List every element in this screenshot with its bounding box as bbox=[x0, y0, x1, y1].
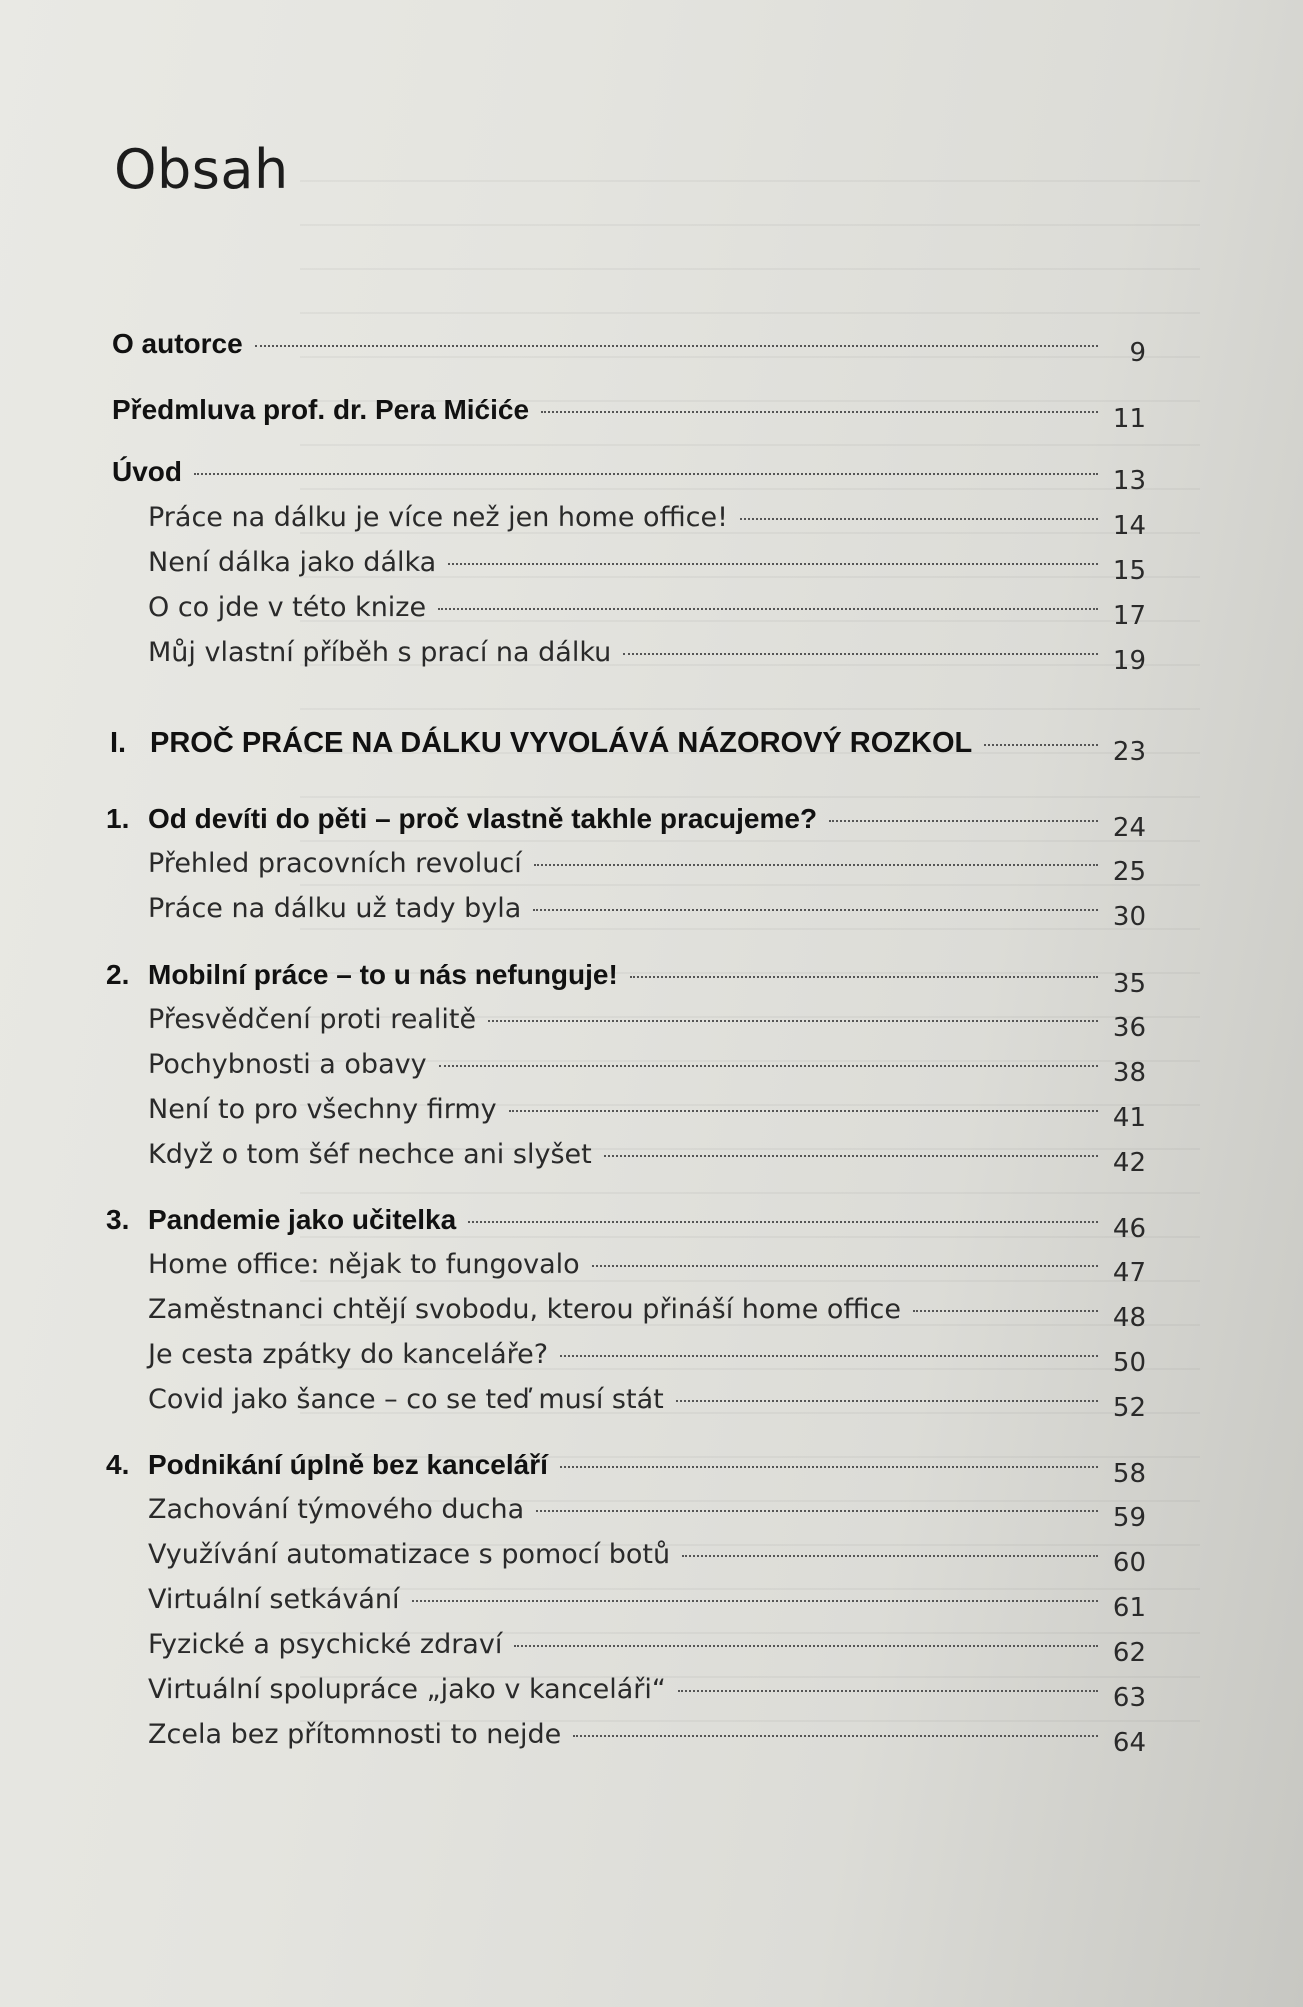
toc-entry-sub bbox=[148, 1668, 1146, 1712]
toc-entry-sub bbox=[148, 998, 1146, 1042]
toc-entry-sub bbox=[148, 586, 1146, 630]
toc-page-number: 15 bbox=[1112, 556, 1146, 586]
toc-page-number: 52 bbox=[1112, 1393, 1146, 1423]
toc-entry-sub bbox=[148, 1243, 1146, 1287]
dot-leader bbox=[255, 345, 1098, 347]
dot-leader bbox=[592, 1265, 1098, 1267]
toc-entry-sub bbox=[148, 541, 1146, 585]
toc-entry-chapter bbox=[106, 1198, 1146, 1242]
toc-page-number: 64 bbox=[1112, 1728, 1146, 1758]
dot-leader bbox=[678, 1690, 1098, 1692]
toc-entry-title: Covid jako šance – co se teď musí stát bbox=[148, 1384, 664, 1415]
toc-entry-title: Zcela bez přítomnosti to nejde bbox=[148, 1719, 562, 1750]
toc-page-number: 42 bbox=[1112, 1148, 1146, 1178]
toc-entry-title: Přehled pracovních revolucí bbox=[148, 848, 522, 879]
toc-entry-sub bbox=[148, 1333, 1146, 1377]
toc-entry-title: Od devíti do pěti – proč vlastně takhle pracujeme? bbox=[148, 803, 818, 834]
toc-entry-title: Zaměstnanci chtějí svobodu, kterou přináší home office bbox=[148, 1294, 901, 1325]
toc-page-number: 63 bbox=[1112, 1683, 1146, 1713]
toc-entry-title: Úvod bbox=[112, 456, 182, 487]
toc-entry-sub bbox=[148, 1713, 1146, 1757]
toc-page-number: 59 bbox=[1112, 1503, 1146, 1533]
toc-entry-sub bbox=[148, 1133, 1146, 1177]
toc-entry-title: Pochybnosti a obavy bbox=[148, 1049, 427, 1080]
toc-entry-sub bbox=[148, 1533, 1146, 1577]
toc-entry-sub bbox=[148, 496, 1146, 540]
toc-entry-sub bbox=[148, 1578, 1146, 1622]
dot-leader bbox=[536, 1510, 1098, 1512]
dot-leader bbox=[604, 1155, 1098, 1157]
toc-entry-number: 4. bbox=[106, 1449, 130, 1480]
dot-leader bbox=[560, 1355, 1098, 1357]
dot-leader bbox=[509, 1110, 1098, 1112]
toc-page-number: 46 bbox=[1112, 1214, 1146, 1244]
toc-entry-title: Zachování týmového ducha bbox=[148, 1494, 525, 1525]
toc-entry-title: Práce na dálku je více než jen home office! bbox=[148, 502, 728, 533]
toc-page-number: 38 bbox=[1112, 1058, 1146, 1088]
toc-entry-chapter bbox=[106, 1443, 1146, 1487]
toc-page-number: 35 bbox=[1112, 969, 1146, 999]
toc-entry-title: PROČ PRÁCE NA DÁLKU VYVOLÁVÁ NÁZOROVÝ ROZKOL bbox=[150, 727, 973, 759]
toc-entry-top bbox=[112, 322, 1146, 366]
dot-leader bbox=[439, 1065, 1098, 1067]
toc-page-number: 60 bbox=[1112, 1548, 1146, 1578]
toc-page-number: 13 bbox=[1112, 466, 1146, 496]
toc-entry-title: Práce na dálku už tady byla bbox=[148, 893, 522, 924]
toc-page-number: 48 bbox=[1112, 1303, 1146, 1333]
toc-page-number: 61 bbox=[1112, 1593, 1146, 1623]
dot-leader bbox=[514, 1645, 1098, 1647]
toc-entry-number: 3. bbox=[106, 1204, 130, 1235]
toc-entry-part bbox=[110, 721, 1146, 765]
page-title: Obsah bbox=[114, 138, 289, 201]
toc-entry-sub bbox=[148, 1043, 1146, 1087]
dot-leader bbox=[438, 608, 1098, 610]
toc-entry-number: I. bbox=[110, 727, 127, 759]
toc-entry-title: Virtuální setkávání bbox=[148, 1584, 400, 1615]
toc-entry-title: Využívání automatizace s pomocí botů bbox=[148, 1539, 671, 1570]
toc-page-number: 14 bbox=[1112, 511, 1146, 541]
toc-entry-sub bbox=[148, 631, 1146, 675]
toc-entry-title: Fyzické a psychické zdraví bbox=[148, 1629, 503, 1660]
toc-entry-title: O autorce bbox=[112, 328, 243, 359]
dot-leader bbox=[573, 1735, 1098, 1737]
toc-entry-sub bbox=[148, 842, 1146, 886]
dot-leader bbox=[468, 1221, 1098, 1223]
toc-entry-top bbox=[112, 450, 1146, 494]
toc-entry-title: Je cesta zpátky do kanceláře? bbox=[148, 1339, 549, 1370]
toc-entry-title: O co jde v této knize bbox=[148, 592, 427, 623]
toc-page-number: 36 bbox=[1112, 1013, 1146, 1043]
toc-page-number: 11 bbox=[1112, 404, 1146, 434]
toc-entry-top bbox=[112, 388, 1146, 432]
toc-page-number: 24 bbox=[1112, 813, 1146, 843]
toc-entry-title: Není dálka jako dálka bbox=[148, 547, 437, 578]
toc-page-number: 23 bbox=[1112, 737, 1146, 767]
toc-entry-title: Když o tom šéf nechce ani slyšet bbox=[148, 1139, 592, 1170]
toc-page-number: 30 bbox=[1112, 902, 1146, 932]
toc-page-number: 58 bbox=[1112, 1459, 1146, 1489]
toc-entry-title: Předmluva prof. dr. Pera Mićiće bbox=[112, 394, 530, 425]
toc-entry-title: Mobilní práce – to u nás nefunguje! bbox=[148, 959, 618, 990]
dot-leader bbox=[829, 820, 1098, 822]
toc-entry-title: Pandemie jako učitelka bbox=[148, 1204, 457, 1235]
toc-entry-sub bbox=[148, 1488, 1146, 1532]
toc-entry-title: Přesvědčení proti realitě bbox=[148, 1004, 477, 1035]
dot-leader bbox=[560, 1466, 1098, 1468]
dot-leader bbox=[740, 518, 1098, 520]
toc-page-number: 19 bbox=[1112, 646, 1146, 676]
toc-entry-sub bbox=[148, 1288, 1146, 1332]
dot-leader bbox=[412, 1600, 1098, 1602]
toc-entry-sub bbox=[148, 1623, 1146, 1667]
toc-entry-sub bbox=[148, 1378, 1146, 1422]
dot-leader bbox=[534, 864, 1098, 866]
toc-page-number: 17 bbox=[1112, 601, 1146, 631]
dot-leader bbox=[533, 909, 1098, 911]
toc-page-number: 50 bbox=[1112, 1348, 1146, 1378]
toc-entry-chapter bbox=[106, 797, 1146, 841]
toc-page-number: 9 bbox=[1129, 338, 1146, 368]
toc-entry-sub bbox=[148, 887, 1146, 931]
dot-leader bbox=[984, 744, 1098, 746]
dot-leader bbox=[541, 411, 1098, 413]
dot-leader bbox=[913, 1310, 1098, 1312]
toc-page-number: 47 bbox=[1112, 1258, 1146, 1288]
dot-leader bbox=[488, 1020, 1098, 1022]
toc-entry-title: Virtuální spolupráce „jako v kanceláři“ bbox=[148, 1674, 666, 1705]
toc-entry-number: 2. bbox=[106, 959, 130, 990]
toc-entry-chapter bbox=[106, 953, 1146, 997]
dot-leader bbox=[448, 563, 1098, 565]
dot-leader bbox=[630, 976, 1098, 978]
toc-entry-sub bbox=[148, 1088, 1146, 1132]
toc-entry-title: Podnikání úplně bez kanceláří bbox=[148, 1449, 548, 1480]
dot-leader bbox=[682, 1555, 1098, 1557]
toc-page-number: 41 bbox=[1112, 1103, 1146, 1133]
toc-entry-number: 1. bbox=[106, 803, 130, 834]
toc-entry-title: Není to pro všechny firmy bbox=[148, 1094, 497, 1125]
toc-page-number: 25 bbox=[1112, 857, 1146, 887]
toc-page-number: 62 bbox=[1112, 1638, 1146, 1668]
toc-entry-title: Home office: nějak to fungovalo bbox=[148, 1249, 580, 1280]
dot-leader bbox=[623, 653, 1098, 655]
dot-leader bbox=[676, 1400, 1098, 1402]
toc-entry-title: Můj vlastní příběh s prací na dálku bbox=[148, 637, 612, 668]
dot-leader bbox=[194, 473, 1098, 475]
